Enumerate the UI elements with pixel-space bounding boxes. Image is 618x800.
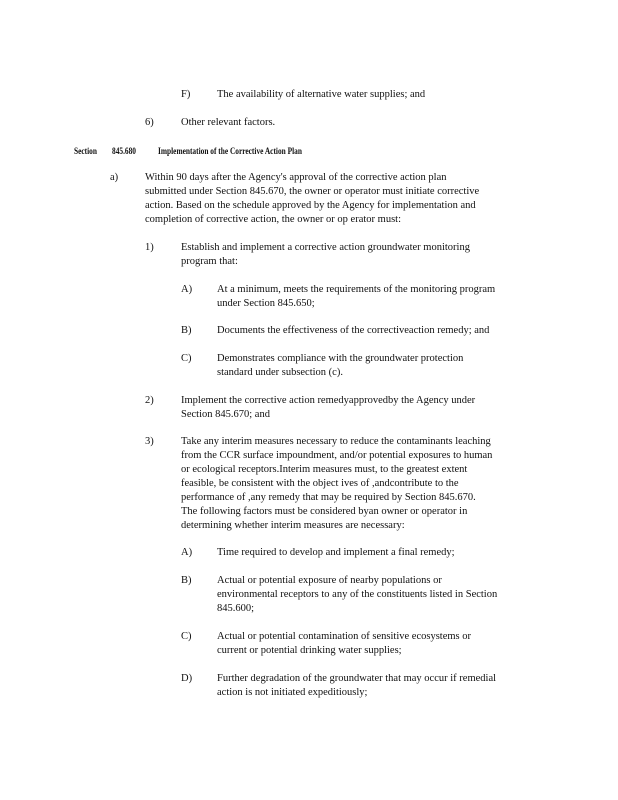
item-text-1c	[217, 352, 463, 380]
paragraph-text-a	[145, 171, 479, 227]
item-text-3	[181, 435, 492, 533]
item-text-3a	[217, 546, 455, 560]
text-line: Implement the corrective action remedyapprovedby the Agency under	[181, 395, 476, 406]
item-label-3b: B)	[181, 575, 192, 586]
item-label-f: F)	[181, 89, 191, 100]
text-line: Take any interim measures necessary to reduce the contaminants leaching	[181, 436, 491, 447]
text-line: Other relevant factors.	[181, 117, 276, 128]
item-label-2: 2)	[145, 395, 154, 406]
text-line: performance of ,any remedy that may be required by Section 845.670.	[181, 492, 476, 503]
paragraph-label-a: a)	[110, 172, 119, 183]
text-line: under Section 845.650;	[217, 298, 315, 309]
item-text-f	[217, 88, 425, 102]
text-line: Time required to develop and implement a final remedy;	[217, 547, 455, 558]
item-text-3b	[217, 574, 497, 616]
text-line: determining whether interim measures are necessary:	[181, 520, 405, 531]
text-line: standard under subsection (c).	[217, 367, 343, 378]
item-label-6: 6)	[145, 117, 154, 128]
item-text-2	[181, 394, 475, 422]
item-label-1a: A)	[181, 284, 193, 295]
text-line: current or potential drinking water supplies;	[217, 645, 402, 656]
item-label-1c: C)	[181, 353, 192, 364]
text-line: Further degradation of the groundwater that may occur if remedial	[217, 673, 497, 684]
text-line: Actual or potential exposure of nearby populations or	[217, 575, 442, 586]
item-label-3a: A)	[181, 547, 193, 558]
text-line: At a minimum, meets the requirements of the monitoring program	[217, 284, 496, 295]
item-text-6	[181, 116, 275, 130]
section-number: 845.680	[112, 146, 136, 156]
text-line: from the CCR surface impoundment, and/or potential exposures to human	[181, 450, 493, 461]
text-line: environmental receptors to any of the constituents listed in Section	[217, 589, 498, 600]
item-label-3c: C)	[181, 631, 192, 642]
item-text-3c	[217, 630, 471, 658]
text-line: The availability of alternative water supplies; and	[217, 89, 426, 100]
text-line: Documents the effectiveness of the correctiveaction remedy; and	[217, 325, 490, 336]
text-line: action. Based on the schedule approved by the Agency for implementation and	[145, 200, 476, 211]
text-line: Demonstrates compliance with the groundwater protection	[217, 353, 464, 364]
item-label-3: 3)	[145, 436, 154, 447]
text-line: submitted under Section 845.670, the owner or operator must initiate corrective	[145, 186, 480, 197]
item-text-1	[181, 241, 470, 269]
text-line: feasible, be consistent with the object ives of ,andcontribute to the	[181, 478, 459, 489]
item-label-1: 1)	[145, 242, 154, 253]
text-line: completion of corrective action, the owner or op erator must:	[145, 214, 401, 225]
item-text-1a	[217, 283, 495, 311]
text-line: 845.600;	[217, 603, 255, 614]
section-title: Implementation of the Corrective Action Plan	[158, 146, 302, 156]
item-label-3d: D)	[181, 673, 193, 684]
text-line: Establish and implement a corrective action groundwater monitoring	[181, 242, 470, 253]
item-text-1b	[217, 324, 489, 338]
text-line: The following factors must be considered byan owner or operator in	[181, 506, 468, 517]
item-text-3d	[217, 672, 496, 700]
section-word: Section	[74, 146, 97, 156]
text-line: or ecological receptors.Interim measures must, to the greatest extent	[181, 464, 468, 475]
text-line: Within 90 days after the Agency's approval of the corrective action plan	[145, 172, 447, 183]
text-line: action is not initiated expeditiously;	[217, 687, 368, 698]
text-line: Section 845.670; and	[181, 409, 270, 420]
item-label-1b: B)	[181, 325, 192, 336]
text-line: Actual or potential contamination of sensitive ecosystems or	[217, 631, 471, 642]
text-line: program that:	[181, 256, 238, 267]
